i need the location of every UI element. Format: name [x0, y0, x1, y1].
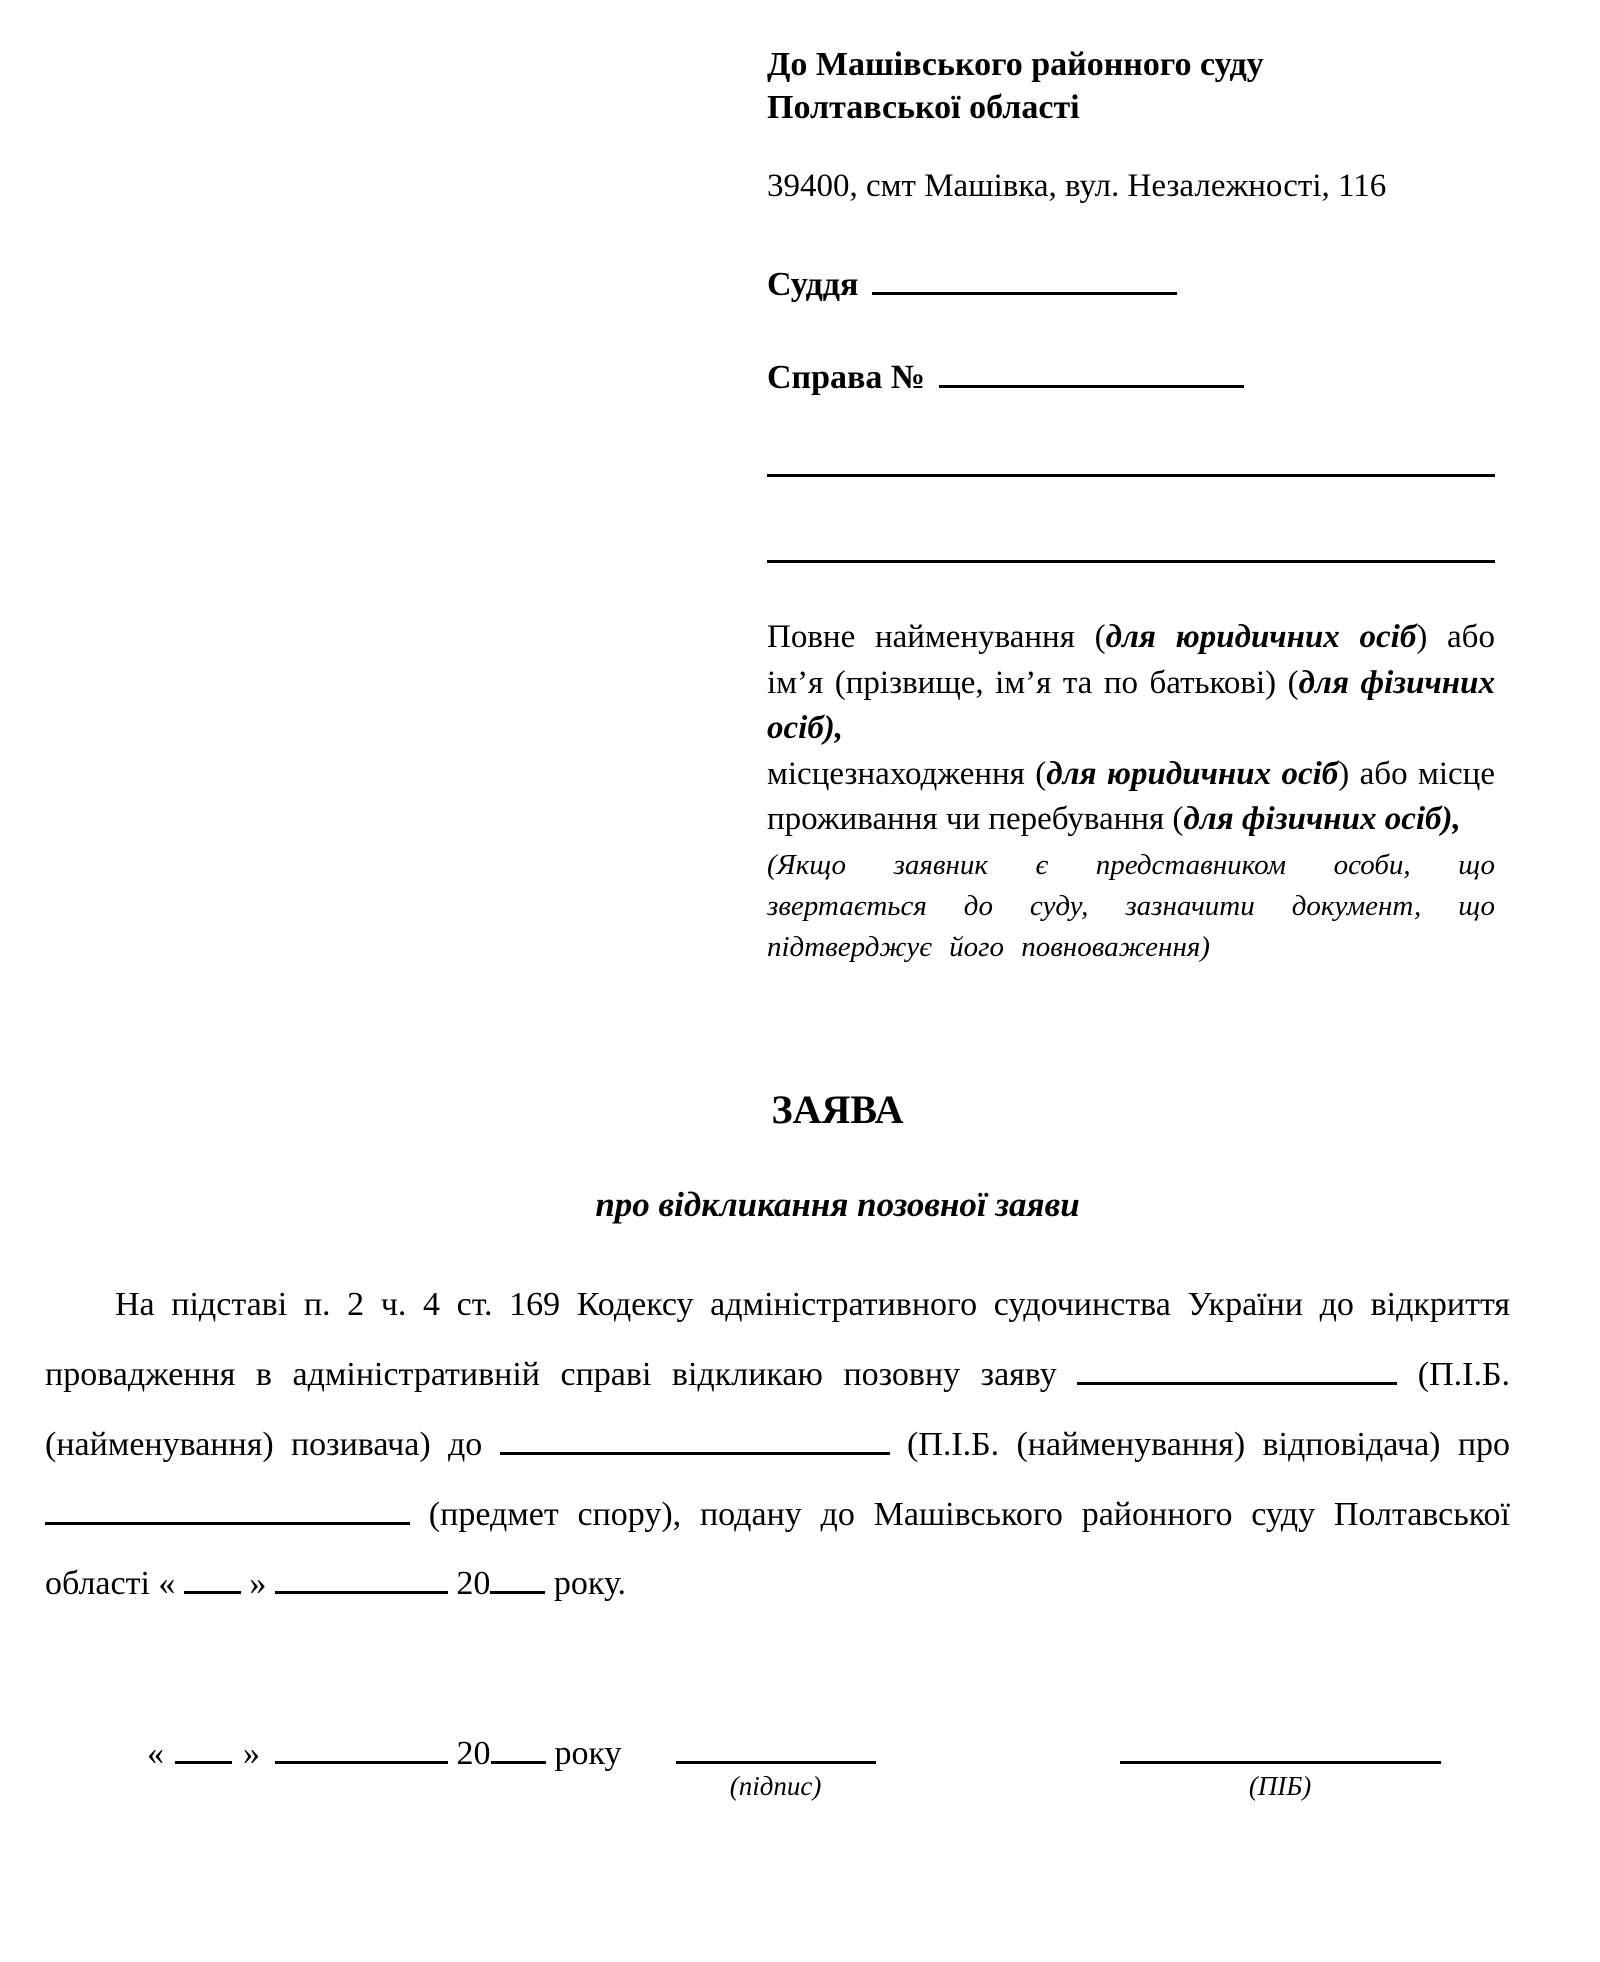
applicant-individuals-note: для фізичних осіб),: [767, 664, 1495, 747]
applicant-text: місцезнаходження (: [767, 755, 1047, 792]
full-name-line: [1120, 1727, 1441, 1764]
document-title: ЗАЯВА: [771, 1087, 904, 1133]
judge-label: Суддя: [767, 265, 859, 303]
applicant-location-description: [767, 752, 1495, 843]
blank-year: [491, 1727, 546, 1764]
court-name: [767, 44, 1495, 129]
representative-note: (Якщо заявник є представником особи, що звертається до суду, зазначити документ, що підтверджує його повноваження): [767, 848, 1495, 964]
signature-block: [676, 1727, 876, 1804]
blank-defendant-name: [500, 1414, 890, 1455]
signature-footer: [45, 1727, 1510, 1804]
case-number-row: [767, 351, 1495, 400]
applicant-text: ) або ім’я (прізвище, ім’я та по батькові) (: [767, 619, 1495, 701]
party-blank-line-1: [767, 474, 1495, 477]
body-text-legal-basis: На підставі п. 2 ч. 4 ст. 169 Кодексу адміністративного судочинства України до відкриття провадження в адміністративній справі відкликаю позовну заяву: [45, 1286, 1510, 1394]
court-name-line2: Полтавської області: [767, 88, 1080, 126]
applicant-legal-entities-note: для юридичних осіб: [1105, 619, 1417, 656]
full-name-block: [1120, 1727, 1441, 1804]
judge-row: [767, 258, 1495, 307]
body-text-defendant-caption: (П.І.Б. (найменування) відповідача) про: [906, 1425, 1511, 1463]
applicant-text: Повне найменування (: [767, 619, 1106, 656]
blank-filing-month: [275, 1553, 448, 1594]
signature-line: [676, 1727, 876, 1764]
body-close-quote: »: [249, 1565, 267, 1603]
party-blank-line-2: [767, 560, 1495, 563]
date-close-quote: »: [243, 1734, 260, 1772]
blank-dispute-subject: [45, 1484, 410, 1525]
court-header-block: [767, 44, 1495, 968]
body-text-plaintiff-caption: (П.І.Б. (найменування) позивача) до: [45, 1356, 1511, 1463]
applicant-description: [767, 615, 1495, 752]
case-number-blank-line: [939, 351, 1244, 388]
date-year-word: року: [554, 1734, 622, 1772]
date-row: [147, 1727, 622, 1804]
document-subtitle: про відкликання позовної заяви: [595, 1185, 1080, 1225]
body-paragraph: [45, 1270, 1510, 1618]
body-text-filed-to: (предмет спору), подану до Машівського районного суду Полтавської області «: [45, 1495, 1510, 1603]
location-legal-entities-note: для юридичних осіб: [1046, 755, 1339, 792]
date-year-prefix: 20: [456, 1734, 491, 1772]
blank-filing-day: [184, 1553, 241, 1594]
judge-blank-line: [872, 258, 1177, 295]
blank-filing-year: [490, 1553, 545, 1594]
location-individuals-note: для фізичних осіб),: [1183, 801, 1461, 838]
court-name-line1: До Машівського районного суду: [767, 46, 1264, 83]
full-name-label: (ПІБ): [1248, 1770, 1312, 1801]
applicant-text: ) або місце проживання чи перебування (: [767, 755, 1495, 838]
blank-plaintiff-name: [1077, 1344, 1397, 1385]
court-address: 39400, смт Машівка, вул. Незалежності, 116: [767, 168, 1387, 204]
date-open-quote: «: [147, 1734, 164, 1772]
blank-day: [175, 1727, 232, 1764]
body-year-prefix: 20: [456, 1565, 491, 1603]
body-year-word: року.: [553, 1565, 627, 1603]
case-number-label: Справа №: [767, 359, 926, 397]
signature-label: (підпис): [729, 1770, 822, 1801]
blank-month: [275, 1727, 448, 1764]
